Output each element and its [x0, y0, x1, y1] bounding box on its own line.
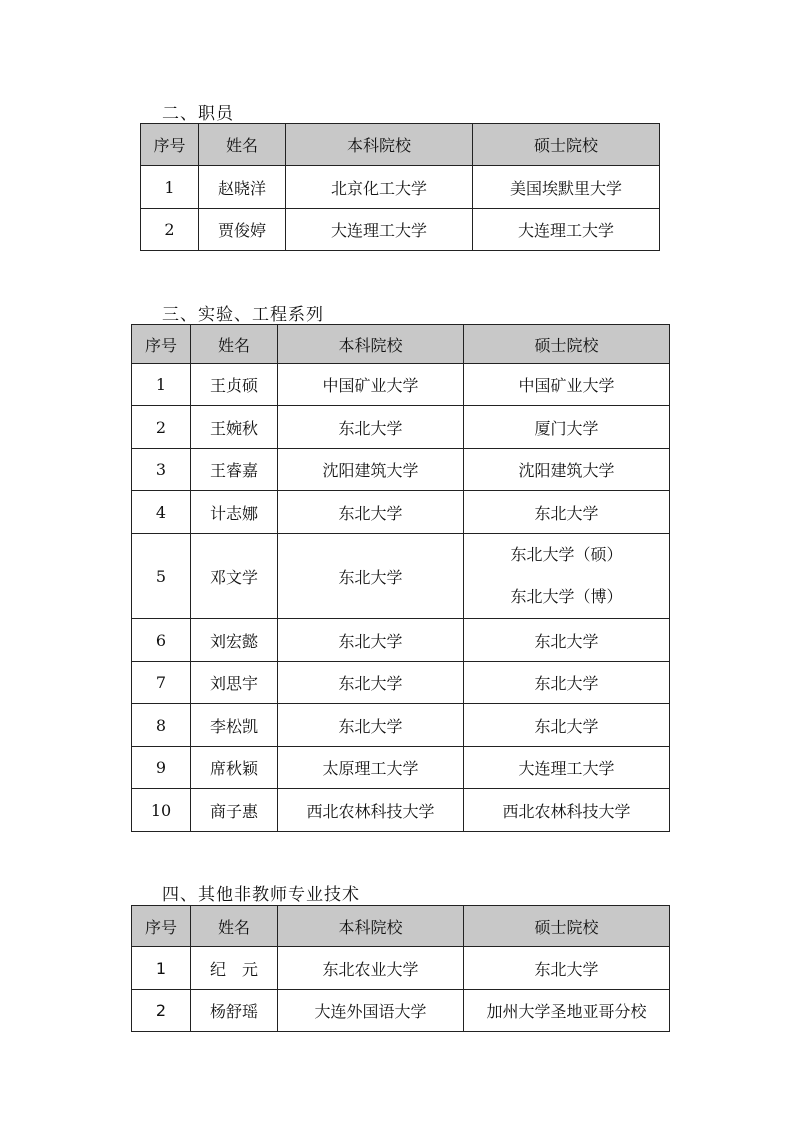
cell-index: 5	[132, 534, 191, 619]
table-row	[132, 619, 670, 662]
cell-index: 2	[141, 209, 199, 251]
cell-index: 9	[132, 747, 191, 789]
cell-index: 2	[132, 406, 191, 449]
cell-index: 1	[141, 166, 199, 209]
table-row	[132, 990, 670, 1032]
cell-undergrad: 东北大学	[278, 406, 464, 449]
cell-master: 东北大学	[464, 947, 670, 990]
cell-index: 1	[132, 947, 191, 990]
section-title-staff: 二、职员	[162, 104, 234, 124]
header-undergrad: 本科院校	[278, 906, 464, 947]
section-title-other-technical: 四、其他非教师专业技术	[162, 885, 360, 905]
other-technical-table	[131, 905, 670, 1032]
header-index: 序号	[132, 906, 191, 947]
cell-master: 美国埃默里大学	[473, 166, 660, 209]
cell-index: 8	[132, 704, 191, 747]
cell-master: 大连理工大学	[464, 747, 670, 789]
table-header-row	[132, 906, 670, 947]
table-row	[132, 789, 670, 832]
cell-name: 贾俊婷	[199, 209, 286, 251]
table-row	[132, 364, 670, 406]
header-master: 硕士院校	[464, 325, 670, 364]
cell-master: 西北农林科技大学	[464, 789, 670, 832]
cell-name: 计志娜	[191, 491, 278, 534]
table-row	[132, 449, 670, 491]
cell-undergrad: 中国矿业大学	[278, 364, 464, 406]
cell-undergrad: 西北农林科技大学	[278, 789, 464, 832]
cell-undergrad: 东北大学	[278, 534, 464, 619]
cell-name: 李松凯	[191, 704, 278, 747]
cell-index: 7	[132, 662, 191, 704]
header-name: 姓名	[199, 124, 286, 166]
cell-name: 王睿嘉	[191, 449, 278, 491]
header-undergrad: 本科院校	[286, 124, 473, 166]
header-index: 序号	[132, 325, 191, 364]
cell-undergrad: 东北大学	[278, 491, 464, 534]
cell-undergrad: 大连外国语大学	[278, 990, 464, 1032]
cell-undergrad: 太原理工大学	[278, 747, 464, 789]
cell-undergrad: 沈阳建筑大学	[278, 449, 464, 491]
table-header-row	[132, 325, 670, 364]
cell-undergrad: 东北大学	[278, 619, 464, 662]
cell-undergrad: 东北农业大学	[278, 947, 464, 990]
cell-master: 厦门大学	[464, 406, 670, 449]
cell-name: 刘宏懿	[191, 619, 278, 662]
cell-undergrad: 东北大学	[278, 662, 464, 704]
table-row	[132, 704, 670, 747]
cell-name: 杨舒瑶	[191, 990, 278, 1032]
cell-master: 大连理工大学	[473, 209, 660, 251]
table-row	[132, 406, 670, 449]
table-row	[132, 747, 670, 789]
staff-table	[140, 123, 660, 251]
cell-master: 沈阳建筑大学	[464, 449, 670, 491]
table-row	[132, 947, 670, 990]
table-row	[141, 209, 660, 251]
header-name: 姓名	[191, 906, 278, 947]
table-row	[141, 166, 660, 209]
cell-name: 纪 元	[191, 947, 278, 990]
cell-master: 东北大学	[464, 491, 670, 534]
cell-master: 东北大学	[464, 704, 670, 747]
cell-master: 中国矿业大学	[464, 364, 670, 406]
cell-index: 10	[132, 789, 191, 832]
header-name: 姓名	[191, 325, 278, 364]
header-master: 硕士院校	[464, 906, 670, 947]
section-title-lab-engineering: 三、实验、工程系列	[162, 305, 324, 325]
table-row	[132, 662, 670, 704]
cell-undergrad: 东北大学	[278, 704, 464, 747]
cell-name: 刘思宇	[191, 662, 278, 704]
table-header-row	[141, 124, 660, 166]
header-index: 序号	[141, 124, 199, 166]
cell-name: 王婉秋	[191, 406, 278, 449]
cell-master-line-master: 东北大学（硕）	[510, 545, 623, 564]
cell-master: 加州大学圣地亚哥分校	[464, 990, 670, 1032]
cell-master-line-doctor: 东北大学（博）	[510, 587, 623, 606]
header-undergrad: 本科院校	[278, 325, 464, 364]
cell-name: 邓文学	[191, 534, 278, 619]
cell-index: 6	[132, 619, 191, 662]
cell-name: 席秋颖	[191, 747, 278, 789]
cell-name: 王贞硕	[191, 364, 278, 406]
cell-name: 商子惠	[191, 789, 278, 832]
lab-engineering-table	[131, 324, 670, 832]
cell-index: 4	[132, 491, 191, 534]
cell-index: 3	[132, 449, 191, 491]
cell-index: 2	[132, 990, 191, 1032]
cell-master: 东北大学	[464, 619, 670, 662]
header-master: 硕士院校	[473, 124, 660, 166]
cell-master	[464, 534, 670, 619]
cell-master: 东北大学	[464, 662, 670, 704]
cell-name: 赵晓洋	[199, 166, 286, 209]
table-row	[132, 491, 670, 534]
cell-undergrad: 北京化工大学	[286, 166, 473, 209]
cell-index: 1	[132, 364, 191, 406]
cell-undergrad: 大连理工大学	[286, 209, 473, 251]
table-row	[132, 534, 670, 619]
